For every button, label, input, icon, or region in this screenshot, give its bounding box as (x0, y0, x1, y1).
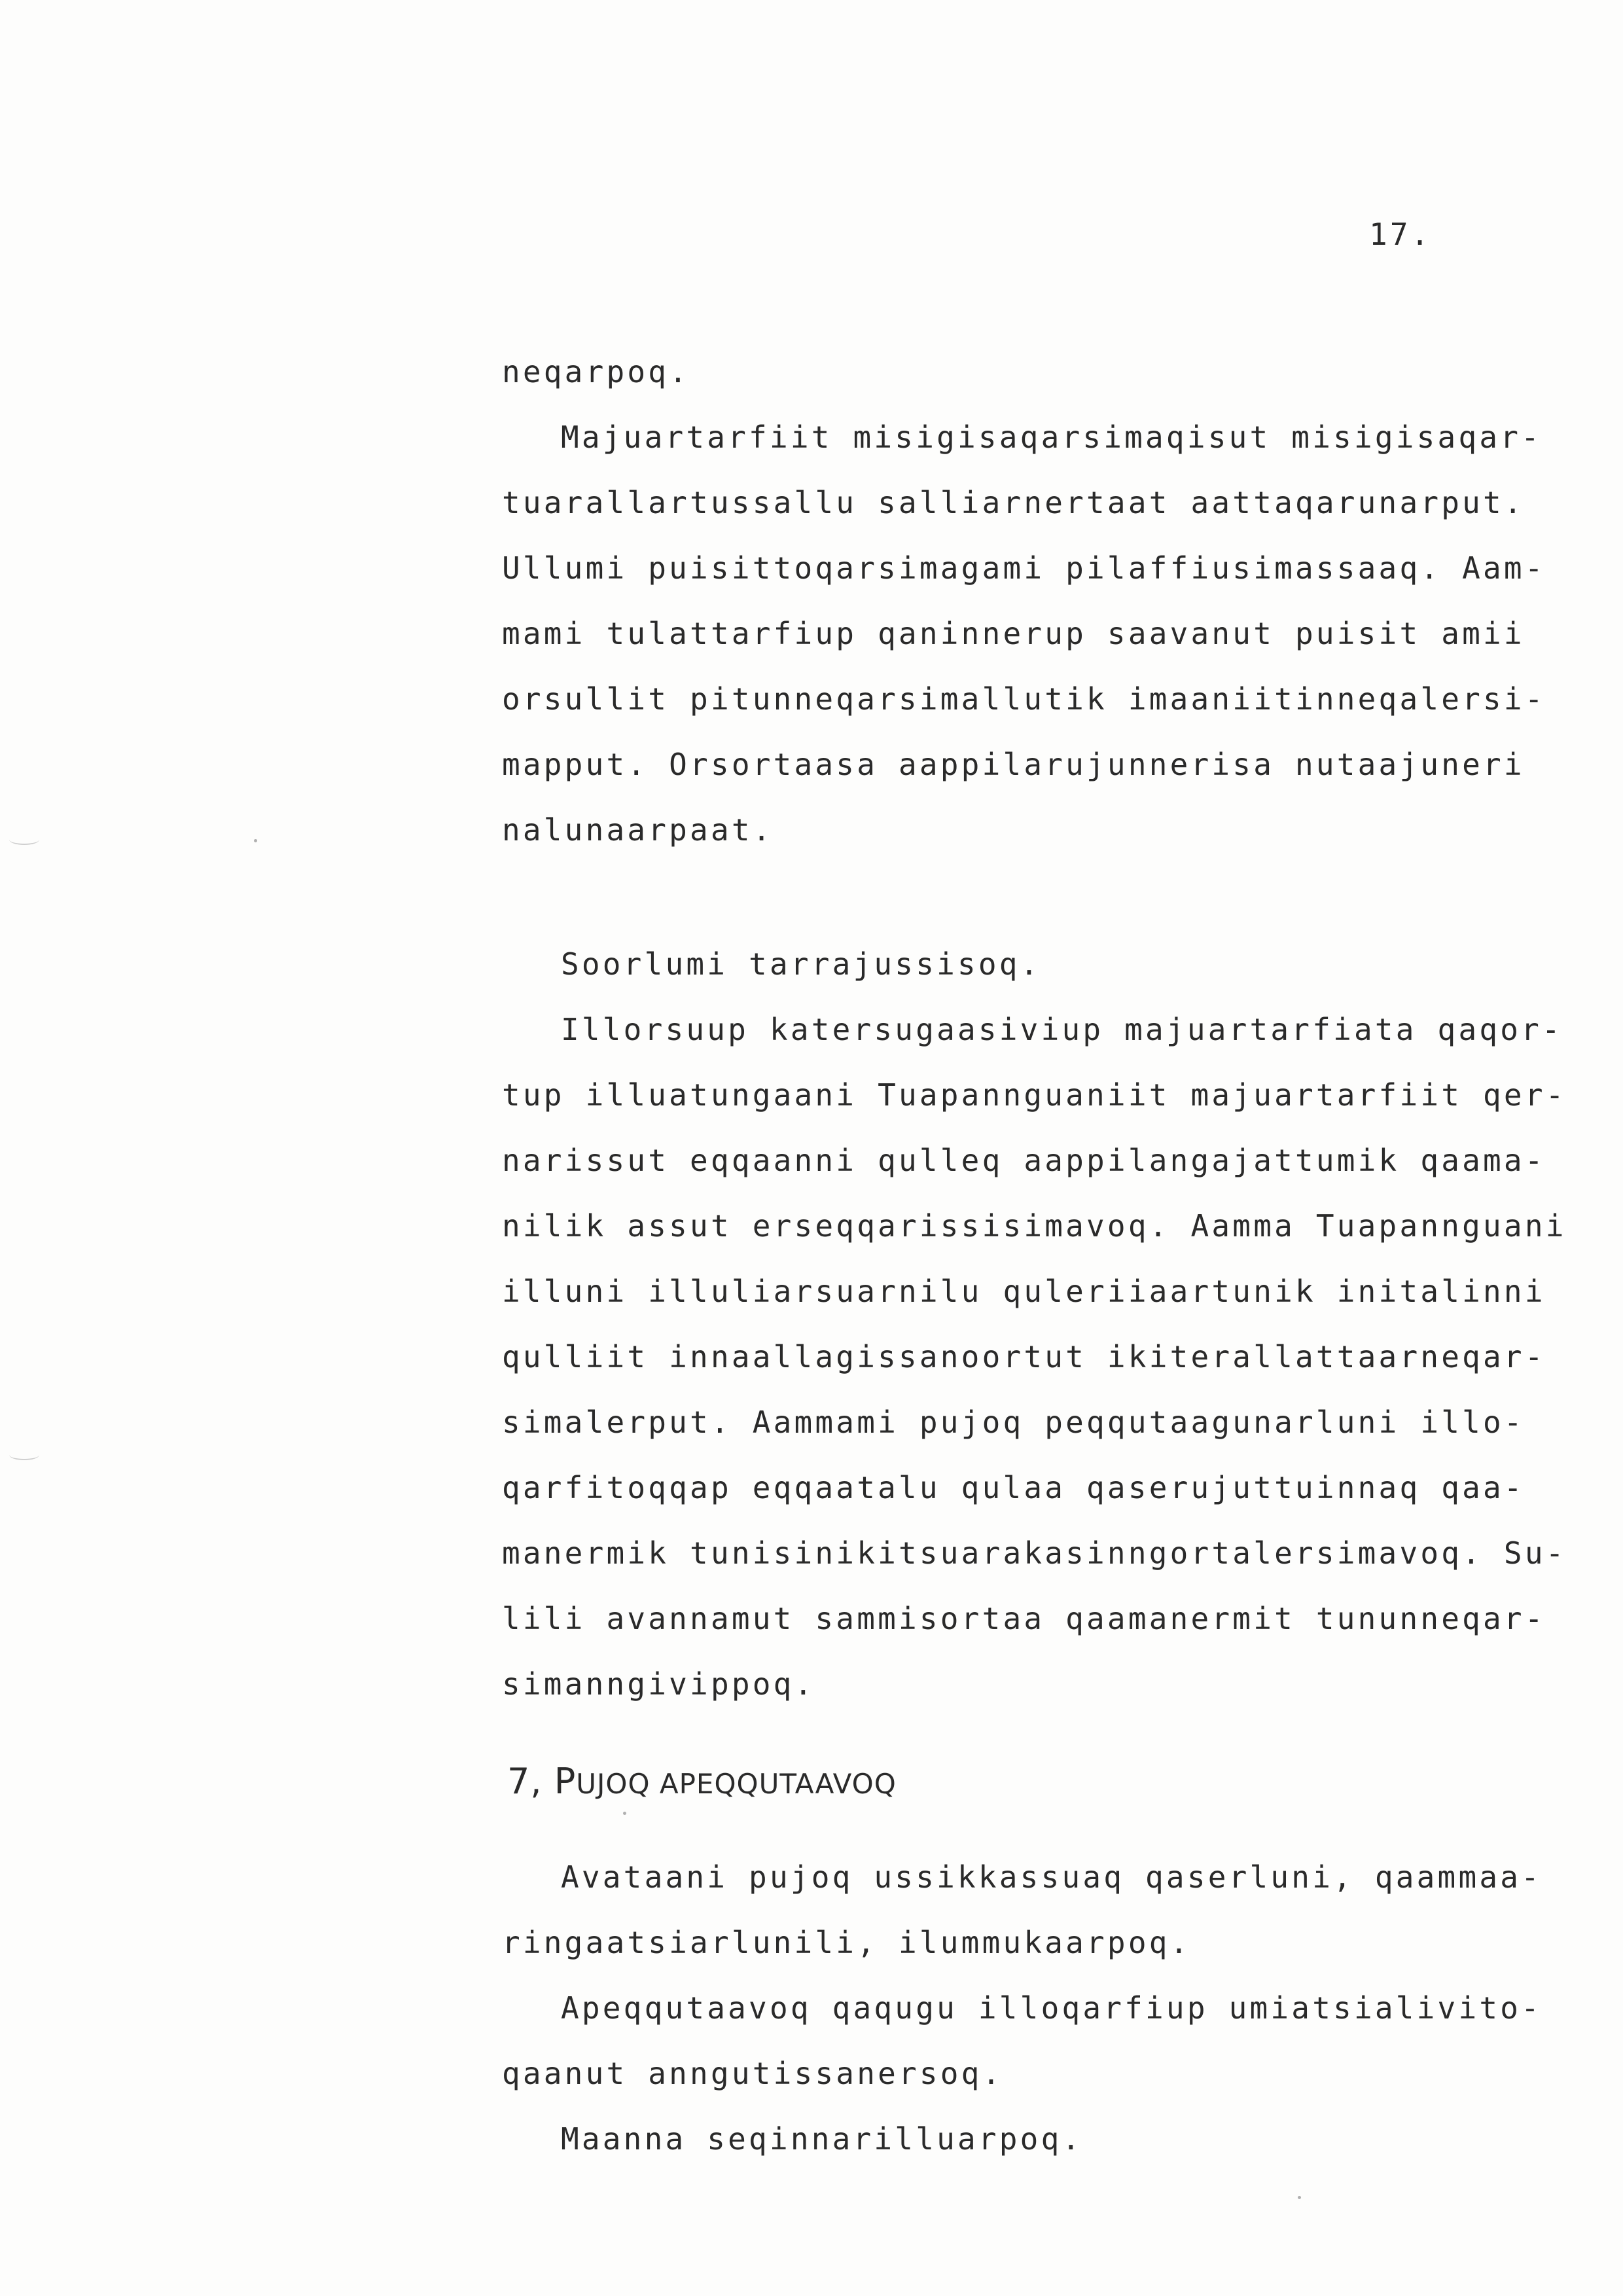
section-heading (507, 1761, 897, 1802)
text-line: tuarallartussallu salliarnertaat aattaqarunarput. (502, 485, 1525, 520)
section-title: UJOQ APEQQUTAAVOQ (576, 1768, 897, 1800)
text-line: simalerput. Aammami pujoq peqqutaagunarluni illo- (502, 1405, 1525, 1440)
text-line: tup illuatungaani Tuapannguaniit majuartarfiit qer- (502, 1077, 1567, 1113)
text-line: narissut eqqaanni qulleq aappilangajattumik qaama- (502, 1143, 1546, 1178)
text-line: manermik tunisinikitsuarakasinngortalersimavoq. Su- (502, 1535, 1567, 1571)
scan-mark (9, 1450, 39, 1460)
text-line: neqarpoq. (502, 354, 690, 389)
scan-speck (254, 839, 257, 842)
text-line: ringaatsiarlunili, ilummukaarpoq. (502, 1925, 1191, 1960)
scan-speck (623, 1812, 626, 1815)
text-line: illuni illuliarsuarnilu quleriiaartunik initalinni (502, 1274, 1546, 1309)
page-number: 17. (1369, 217, 1432, 252)
text-line: mapput. Orsortaasa aappilarujunnerisa nutaajuneri (502, 747, 1525, 782)
text-line: nilik assut erseqqarissisimavoq. Aamma Tuapannguani (502, 1208, 1567, 1244)
text-line: Soorlumi tarrajussisoq. (561, 946, 1041, 982)
text-line: Avataani pujoq ussikkassuaq qaserluni, qaammaa- (561, 1859, 1543, 1895)
scan-mark (9, 834, 39, 845)
text-line: Illorsuup katersugaasiviup majuartarfiata qaqor- (561, 1012, 1563, 1047)
text-line: orsullit pitunneqarsimallutik imaaniitinneqalersi- (502, 681, 1546, 717)
text-line: Majuartarfiit misigisaqarsimaqisut misigisaqar- (561, 420, 1543, 455)
text-line: qulliit innaallagissanoortut ikiterallattaarneqar- (502, 1339, 1546, 1374)
text-line: Maanna seqinnarilluarpoq. (561, 2121, 1083, 2157)
text-line: lili avannamut sammisortaa qaamanermit tununneqar- (502, 1601, 1546, 1636)
section-number: 7, (507, 1761, 543, 1802)
scan-speck (1298, 2196, 1301, 2199)
text-line: Apeqqutaavoq qaqugu illoqarfiup umiatsialivito- (561, 1990, 1543, 2026)
text-line: qaanut anngutissanersoq. (502, 2056, 1003, 2091)
text-line: nalunaarpaat. (502, 812, 774, 848)
section-title-initial: P (554, 1761, 577, 1802)
text-line: qarfitoqqap eqqaatalu qulaa qaserujuttuinnaq qaa- (502, 1470, 1525, 1505)
text-line: simanngivippoq. (502, 1666, 815, 1702)
text-line: mami tulattarfiup qaninnerup saavanut puisit amii (502, 616, 1525, 651)
text-line: Ullumi puisittoqarsimagami pilaffiusimassaaq. Aam- (502, 550, 1546, 586)
